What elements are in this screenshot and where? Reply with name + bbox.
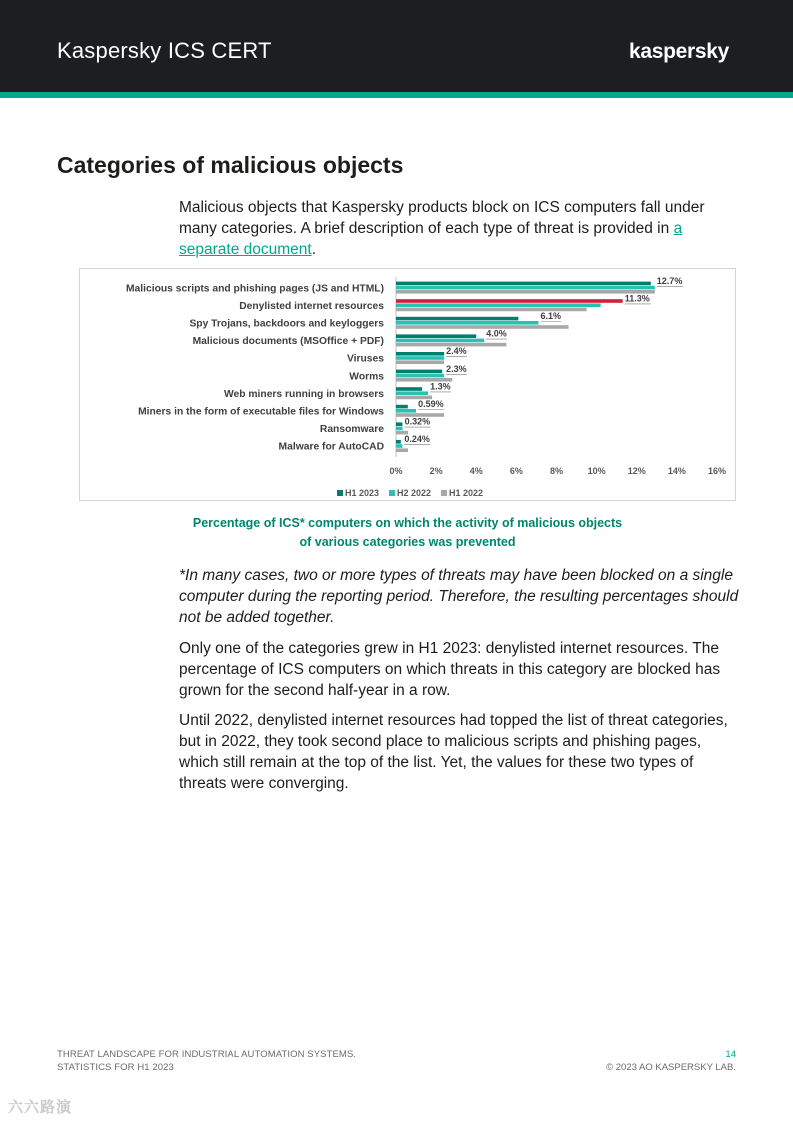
category-label: Malicious documents (MSOffice + PDF) [192, 336, 384, 348]
data-label: 0.32% [404, 416, 431, 427]
bar-h1-2023 [396, 334, 476, 338]
bar-h2-2022 [396, 409, 416, 413]
bar-h1-2023 [396, 440, 401, 444]
separate-document-link[interactable]: a separate document [179, 220, 683, 258]
legend-swatch [389, 490, 395, 496]
category-label: Worms [349, 371, 384, 383]
data-label: 6.1% [540, 311, 561, 321]
legend-swatch [441, 490, 447, 496]
x-tick-label: 16% [707, 466, 727, 476]
footnote: *In many cases, two or more types of threats may have been blocked on a single computer during the reporting period. Therefore, the resulting percentages should not be added together. [179, 567, 739, 626]
page-number: 14 [725, 1049, 736, 1060]
copyright: © 2023 AO KASPERSKY LAB. [606, 1062, 736, 1073]
category-label: Malware for AutoCAD [278, 441, 384, 453]
header-title: Kaspersky ICS CERT [57, 38, 272, 63]
bar-h1-2022 [396, 360, 444, 364]
footer-line-1: THREAT LANDSCAPE FOR INDUSTRIAL AUTOMATION SYSTEMS. [57, 1049, 357, 1060]
page-title: Categories of malicious objects [57, 152, 404, 178]
bar-h1-2022 [396, 448, 408, 452]
footer-line-2: STATISTICS FOR H1 2023 [57, 1062, 174, 1073]
chart-frame [79, 268, 736, 501]
footer-report-title [57, 1048, 356, 1074]
category-label: Web miners running in browsers [223, 388, 384, 400]
bar-h2-2022 [396, 321, 538, 325]
x-tick-label: 12% [627, 466, 646, 476]
footer-right [606, 1048, 736, 1074]
bar-h1-2022 [396, 290, 655, 294]
bar-h1-2022 [396, 325, 569, 329]
page-header [0, 0, 793, 92]
data-label: 0.59% [418, 399, 444, 409]
header-accent-stripe [0, 92, 793, 98]
legend-label: H1 2023 [345, 488, 380, 498]
bar-h1-2023 [396, 422, 402, 426]
intro-end: . [311, 241, 317, 258]
bar-h1-2023 [396, 387, 422, 391]
x-tick-label: 0% [389, 466, 403, 476]
data-label: 0.24% [404, 434, 430, 445]
bar-h2-2022 [396, 339, 484, 343]
chart-caption [79, 514, 736, 552]
bar-h2-2022 [396, 356, 444, 360]
bar-h1-2023 [396, 370, 442, 374]
watermark: 六六路演 [8, 1099, 73, 1116]
paragraph-2: Until 2022, denylisted internet resources had topped the list of threat categories, but in 2022, they took second place to malicious scripts and phishing pages, which still remain at the top of the list. Yet, the values for these two types of threats were converging. [179, 712, 728, 792]
x-tick-label: 4% [469, 466, 483, 476]
x-tick-label: 2% [429, 466, 443, 476]
bar-h1-2023 [396, 317, 518, 321]
x-tick-label: 8% [549, 466, 564, 476]
bar-h2-2022 [396, 303, 601, 307]
bar-chart [80, 269, 737, 502]
category-label: Miners in the form of executable files for Windows [138, 406, 384, 418]
paragraph-1: Only one of the categories grew in H1 2023: denylisted internet resources. The percentage of ICS computers on which threats in this category are blocked has grown for the second half-year in a row. [179, 640, 721, 699]
data-label: 1.3% [430, 381, 451, 392]
data-label: 4.0% [486, 328, 507, 339]
data-label: 11.3% [624, 293, 650, 304]
data-label: 12.7% [656, 275, 683, 286]
chart-caption-line-2: of various categories was prevented [299, 535, 516, 549]
category-label: Spy Trojans, backdoors and keyloggers [189, 318, 384, 330]
bar-h1-2023 [396, 282, 651, 286]
legend-label: H2 2022 [397, 488, 432, 498]
category-label: Denylisted internet resources [239, 300, 384, 312]
legend-label: H1 2022 [449, 488, 484, 498]
bar-h2-2022 [396, 391, 428, 395]
intro-text: Malicious objects that Kaspersky products block on ICS computers fall under many categories. A brief description of each type of threat is provided in [179, 199, 705, 237]
x-tick-label: 6% [509, 466, 523, 476]
bar-h2-2022 [396, 427, 403, 431]
data-label: 2.3% [446, 363, 467, 374]
category-label: Viruses [346, 353, 384, 365]
bar-h1-2023 [396, 405, 408, 409]
bar-h1-2023 [396, 352, 444, 356]
category-label: Malicious scripts and phishing pages (JS and HTML) [125, 283, 384, 295]
bar-h2-2022 [396, 444, 402, 448]
x-tick-label: 14% [667, 466, 686, 476]
chart-caption-line-1: Percentage of ICS* computers on which the activity of malicious objects [192, 516, 623, 530]
data-label: 2.4% [446, 346, 467, 357]
bar-h2-2022 [396, 374, 444, 378]
x-tick-label: 10% [587, 466, 606, 476]
legend-swatch [337, 490, 343, 496]
category-label: Ransomware [319, 424, 384, 436]
bar-h2-2022 [396, 286, 655, 290]
kaspersky-logo: kaspersky [628, 40, 729, 63]
bar-h1-2023 [396, 299, 623, 303]
intro-paragraph [179, 197, 739, 260]
